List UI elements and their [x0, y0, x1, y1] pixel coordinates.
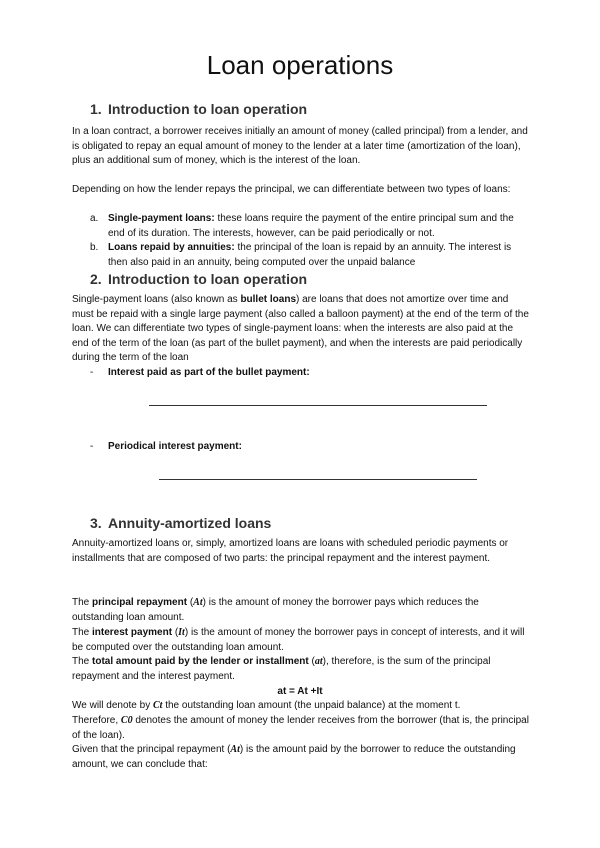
installment-definition: The total amount paid by the lender or installment (at), therefore, is the sum of the principal repayment and the interest payment. — [72, 656, 491, 682]
list-item-annuities — [90, 241, 532, 270]
section-1-title: Introduction to loan operation — [108, 101, 308, 117]
section-1-number: 1. — [90, 101, 102, 117]
list-term: Single-payment loans: — [108, 213, 215, 224]
bullet-interest-at-end: Interest paid as part of the bullet payment: — [108, 367, 310, 378]
page-title: Loan operations — [206, 50, 394, 80]
section-2-heading — [90, 271, 307, 287]
variable-C0: C0 — [120, 715, 133, 726]
interest-payment-definition: The interest payment (It) is the amount of money the borrower pays in concept of interests, and it will be computed over the outstanding loan amount. — [72, 627, 525, 653]
bullet-marker: - — [90, 367, 94, 378]
list-marker: a. — [90, 213, 99, 224]
variable-At: At — [193, 597, 203, 608]
section-3-heading — [90, 515, 271, 531]
section-1-paragraph-1: In a loan contract, a borrower receives initially an amount of money (called principal) from a lender, and is obligated to repay an equal amount of money to the lender at a later time (amortization of the loan), plus an additional sum of money, which is the interest of the loan. — [72, 126, 528, 167]
section-1-paragraph-2: Depending on how the lender repays the principal, we can differentiate between two types of loans: — [72, 184, 511, 195]
section-2-number: 2. — [90, 271, 102, 287]
answer-blank-line[interactable] — [159, 479, 477, 480]
list-text: the principal of the loan is repaid by an annuity. The interest is then also paid in an annuity, being computed over the unpaid balance — [108, 242, 512, 268]
answer-blank-line[interactable] — [149, 405, 487, 406]
section-1-heading — [90, 101, 307, 117]
outstanding-amount-definition: We will denote by Ct the outstanding loan amount (the unpaid balance) at the moment t. — [72, 700, 461, 711]
section-2-title: Introduction to loan operation — [108, 271, 308, 287]
section-3-title: Annuity-amortized loans — [108, 515, 272, 531]
section-3-number: 3. — [90, 515, 102, 531]
section-3-paragraph-1: Annuity-amortized loans or, simply, amortized loans are loans with scheduled periodic payments or installments that are composed of two parts: the principal repayment and the interest payment. — [72, 538, 509, 564]
list-marker: b. — [90, 242, 99, 253]
bullet-periodical-interest: Periodical interest payment: — [108, 441, 242, 452]
variable-It: It — [178, 627, 185, 638]
principal-c0-definition: Therefore, C0 denotes the amount of money the lender receives from the borrower (that is, the principal of the loan). — [72, 715, 529, 741]
variable-At: At — [230, 744, 240, 755]
list-term: Loans repaid by annuities: — [108, 242, 235, 253]
bullet-marker: - — [90, 441, 94, 452]
conclusion-paragraph: Given that the principal repayment (At) is the amount paid by the borrower to reduce the outstanding amount, we can conclude that: — [72, 744, 516, 770]
installment-formula: at = At +It — [277, 686, 323, 697]
list-text: these loans require the payment of the entire principal sum and the end of its duration. The interests, however, can be paid periodically or not. — [108, 213, 514, 239]
variable-at: at — [314, 656, 323, 667]
list-item-single-payment — [90, 212, 532, 241]
section-2-paragraph: Single-payment loans (also known as bullet loans) are loans that does not amortize over time and must be repaid with a single large payment (also called a balloon payment) at the end of the term of the loan. We can differentiate two types of single-payment loans: when the interests are also paid at the end of the term of the loan (as part of the bullet payment), and when the interests are paid periodically during the term of the loan — [72, 294, 529, 364]
variable-Ct: Ct — [152, 700, 163, 711]
principal-repayment-definition: The principal repayment (At) is the amount of money the borrower pays which reduces the outstanding loan amount. — [72, 597, 479, 623]
bullet-loans-term: bullet loans — [240, 294, 296, 305]
